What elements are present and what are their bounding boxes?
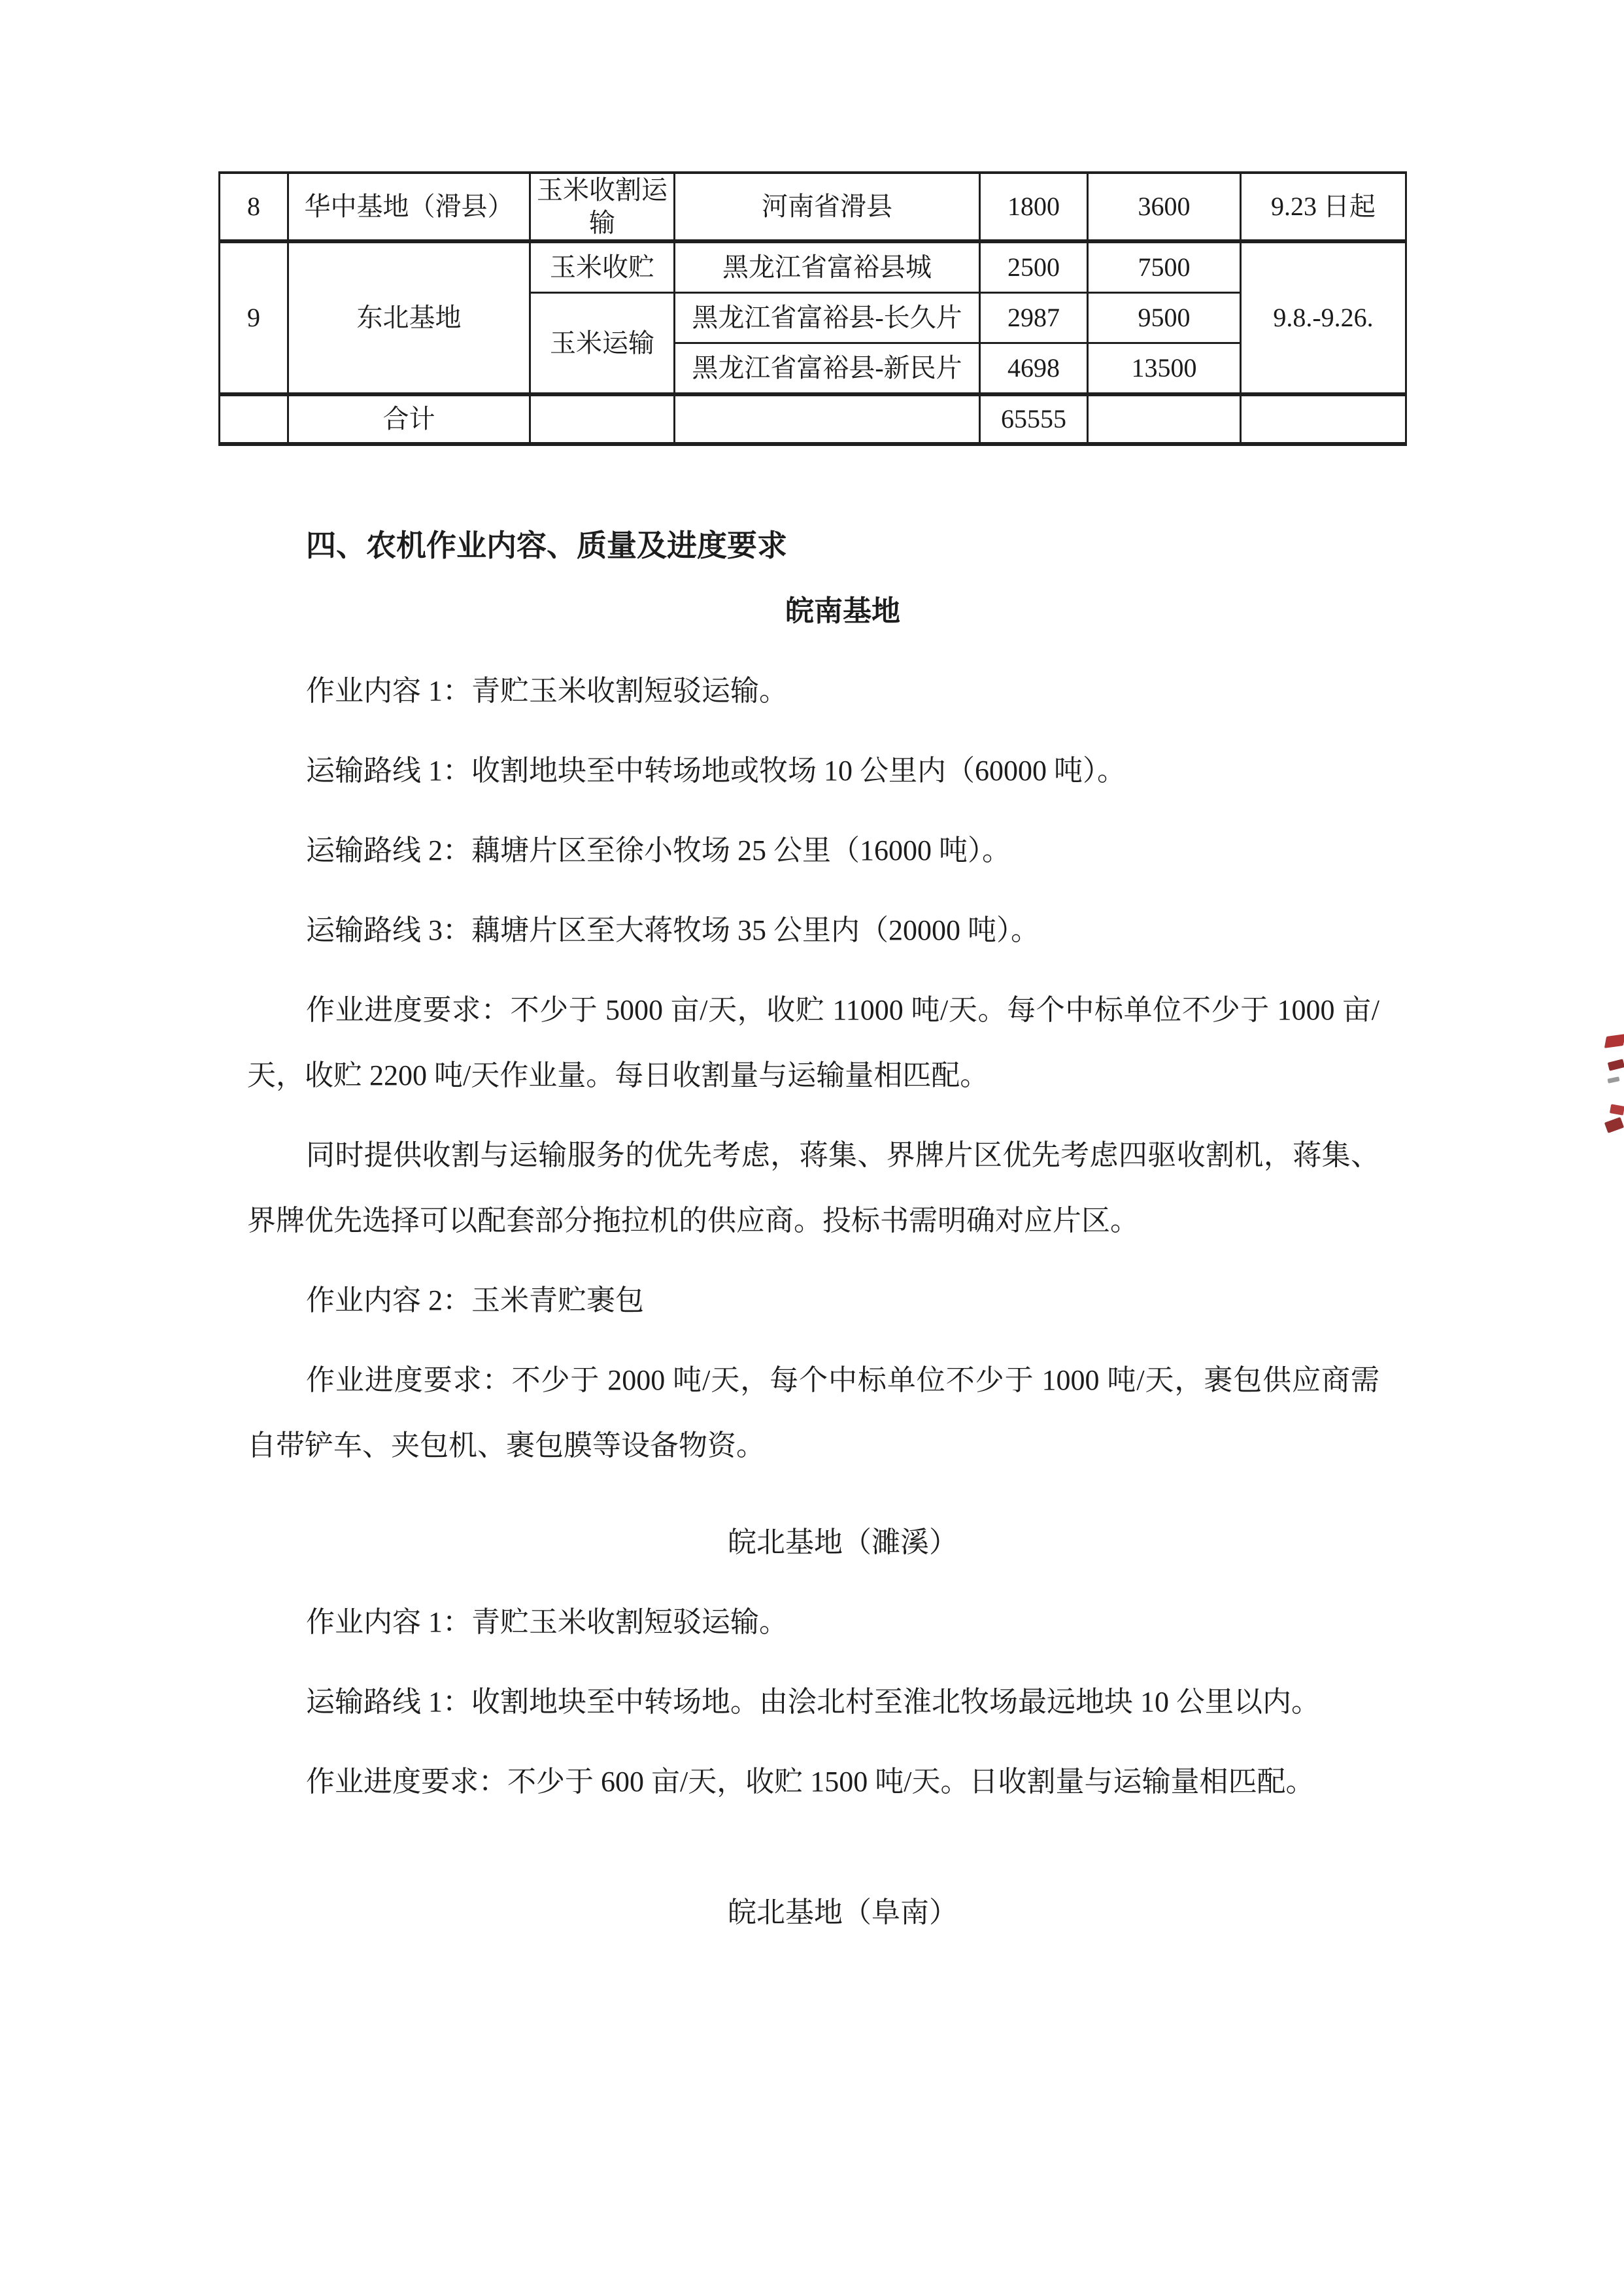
cell-row9-date: 9.8.-9.26. bbox=[1241, 241, 1406, 394]
cell-row9b-area: 2987 bbox=[980, 293, 1088, 343]
section-heading: 四、农机作业内容、质量及进度要求 bbox=[306, 529, 787, 562]
cell-row9-base: 东北基地 bbox=[288, 241, 530, 394]
cell-row8-tons: 3600 bbox=[1088, 173, 1241, 241]
red-seal-fragment-icon bbox=[1604, 1034, 1624, 1048]
paragraph-suixi-progress: 作业进度要求：不少于 600 亩/天，收贮 1500 吨/天。日收割量与运输量相匹配。 bbox=[306, 1766, 1315, 1798]
gray-seal-fragment-icon bbox=[1607, 1076, 1619, 1084]
cell-total-no-empty bbox=[220, 394, 288, 444]
cell-row9c-area: 4698 bbox=[980, 343, 1088, 395]
cell-row9c-location: 黑龙江省富裕县-新民片 bbox=[675, 343, 980, 395]
cell-total-date-empty bbox=[1241, 394, 1406, 444]
cell-row9a-location: 黑龙江省富裕县城 bbox=[675, 241, 980, 293]
cell-row9a-area: 2500 bbox=[980, 241, 1088, 293]
paragraph-wannan-content1: 作业内容 1：青贮玉米收割短驳运输。 bbox=[306, 675, 788, 707]
base-title-wanbei-funan: 皖北基地（阜南） bbox=[728, 1896, 958, 1928]
cell-total-area: 65555 bbox=[980, 394, 1088, 444]
cell-row8-no: 8 bbox=[220, 173, 288, 241]
paragraph-suixi-route1: 运输路线 1：收割地块至中转场地。由浍北村至淮北牧场最远地块 10 公里以内。 bbox=[306, 1686, 1320, 1718]
red-seal-fragment-icon bbox=[1608, 1059, 1624, 1070]
paragraph-wannan-content2: 作业内容 2：玉米青贮裹包 bbox=[306, 1284, 644, 1316]
work-plan-table-container bbox=[218, 171, 1407, 446]
cell-row9-task-top: 玉米收贮 bbox=[530, 241, 675, 293]
red-seal-fragment-icon bbox=[1604, 1117, 1624, 1133]
cell-row9-no: 9 bbox=[220, 241, 288, 394]
paragraph-suixi-content1: 作业内容 1：青贮玉米收割短驳运输。 bbox=[306, 1606, 788, 1638]
red-seal-fragment-icon bbox=[1610, 1104, 1624, 1115]
paragraph-wannan-route3: 运输路线 3：藕塘片区至大蒋牧场 35 公里内（20000 吨）。 bbox=[306, 914, 1040, 946]
cell-row9a-tons: 7500 bbox=[1088, 241, 1241, 293]
cell-row9b-location: 黑龙江省富裕县-长久片 bbox=[675, 293, 980, 343]
document-body bbox=[247, 513, 1379, 1945]
cell-row9c-tons: 13500 bbox=[1088, 343, 1241, 395]
cell-row9-task-bottom: 玉米运输 bbox=[530, 293, 675, 395]
table-row-8 bbox=[220, 173, 1406, 241]
cell-row8-location: 河南省滑县 bbox=[675, 173, 980, 241]
paragraph-wannan-progress2: 作业进度要求：不少于 2000 吨/天，每个中标单位不少于 1000 吨/天，裹包供应商需自带铲车、夹包机、裹包膜等设备物资。 bbox=[247, 1364, 1379, 1462]
cell-total-label: 合计 bbox=[288, 394, 530, 444]
table-row-total bbox=[220, 394, 1406, 444]
cell-row8-task: 玉米收割运输 bbox=[530, 173, 675, 241]
paragraph-wannan-priority: 同时提供收割与运输服务的优先考虑，蒋集、界牌片区优先考虑四驱收割机，蒋集、界牌优先选择可以配套部分拖拉机的供应商。投标书需明确对应片区。 bbox=[247, 1139, 1379, 1237]
paragraph-wannan-route2: 运输路线 2：藕塘片区至徐小牧场 25 公里（16000 吨）。 bbox=[306, 834, 1011, 866]
base-title-wannan: 皖南基地 bbox=[785, 595, 900, 627]
cell-row8-base: 华中基地（滑县） bbox=[288, 173, 530, 241]
paragraph-wannan-route1: 运输路线 1：收割地块至中转场地或牧场 10 公里内（60000 吨）。 bbox=[306, 755, 1126, 787]
cell-row8-date: 9.23 日起 bbox=[1241, 173, 1406, 241]
cell-total-task-empty bbox=[530, 394, 675, 444]
cell-row9b-tons: 9500 bbox=[1088, 293, 1241, 343]
cell-total-location-empty bbox=[675, 394, 980, 444]
cell-row8-area: 1800 bbox=[980, 173, 1088, 241]
work-plan-table bbox=[218, 171, 1407, 446]
table-row-9a bbox=[220, 241, 1406, 293]
base-title-wanbei-suixi: 皖北基地（濉溪） bbox=[728, 1526, 958, 1558]
cell-total-tons-empty bbox=[1088, 394, 1241, 444]
paragraph-wannan-progress1: 作业进度要求：不少于 5000 亩/天，收贮 11000 吨/天。每个中标单位不少于 1000 亩/天，收贮 2200 吨/天作业量。每日收割量与运输量相匹配。 bbox=[247, 994, 1379, 1091]
